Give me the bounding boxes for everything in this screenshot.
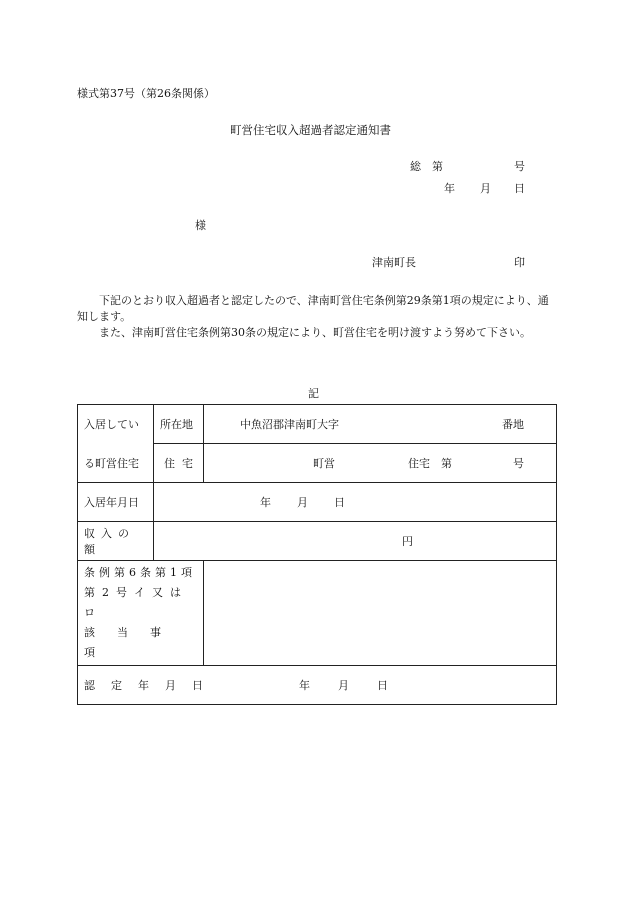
- housing-label-b: 宅: [182, 457, 193, 470]
- income-unit: 円: [402, 535, 413, 548]
- move-in-year: 年: [260, 496, 271, 509]
- income-label-cell: [78, 522, 154, 561]
- location-value-cell: [204, 405, 557, 444]
- addressee-suffix: 様: [195, 219, 206, 232]
- ki-heading: 記: [308, 387, 319, 400]
- location-suffix: 番地: [502, 418, 524, 431]
- clause-line-1: 条例第6条第1項: [84, 566, 196, 579]
- clause-line-2: 第2号イ又はロ: [84, 586, 188, 619]
- housing-label-a: 住: [164, 457, 175, 470]
- form-number: 様式第37号（第26条関係）: [77, 87, 215, 100]
- housing-mid: 住宅 第: [408, 457, 452, 470]
- housing-town: 町営: [313, 457, 335, 470]
- sender-name: 津南町長: [372, 256, 416, 269]
- move-in-label-cell: [78, 483, 154, 522]
- table-row: [78, 483, 557, 522]
- clause-label-cell: [78, 561, 204, 666]
- cert-label: 認定年月日: [84, 679, 219, 692]
- row-label-cell-2: [78, 444, 154, 483]
- income-label: 収入の額: [84, 527, 135, 556]
- cert-year: 年: [299, 679, 310, 692]
- body-text: [77, 293, 557, 341]
- clause-line-3: 該当事項: [84, 626, 183, 659]
- location-value: 中魚沼郡津南町大字: [240, 418, 339, 431]
- table-row: [78, 444, 557, 483]
- table-row: [78, 522, 557, 561]
- housing-label-cell: [154, 444, 204, 483]
- move-in-label: 入居年月日: [84, 496, 139, 509]
- housing-suffix: 号: [513, 457, 524, 470]
- cert-day: 日: [377, 679, 388, 692]
- body-paragraph-2: また、津南町営住宅条例第30条の規定により、町営住宅を明け渡すよう努めて下さい。: [99, 326, 531, 339]
- table-row: [78, 666, 557, 705]
- ref-suffix: 号: [514, 160, 525, 173]
- move-in-day: 日: [334, 496, 345, 509]
- move-in-month: 月: [297, 496, 308, 509]
- row-label-cell: [78, 405, 154, 444]
- seal-mark: 印: [514, 256, 525, 269]
- row-label-line-2: る町営住宅: [84, 456, 139, 470]
- body-paragraph-1: 下記のとおり収入超過者と認定したので、津南町営住宅条例第29条第1項の規定により、通知します。: [77, 294, 549, 323]
- income-value-cell: [154, 522, 557, 561]
- move-in-value-cell: [154, 483, 557, 522]
- housing-value-cell: [204, 444, 557, 483]
- clause-value-cell: [204, 561, 557, 666]
- document-title: 町営住宅収入超過者認定通知書: [230, 123, 391, 137]
- location-label-cell: [154, 405, 204, 444]
- row-label-line-1: 入居してい: [84, 418, 139, 432]
- location-label: 所在地: [160, 418, 193, 431]
- cert-month: 月: [338, 679, 349, 692]
- table-row: [78, 561, 557, 666]
- details-table: [77, 404, 557, 705]
- date-month: 月: [480, 182, 491, 195]
- date-day: 日: [514, 182, 525, 195]
- table-row: [78, 405, 557, 444]
- date-year: 年: [444, 182, 455, 195]
- cert-date-cell: [78, 666, 557, 705]
- ref-prefix: 総 第: [410, 160, 443, 173]
